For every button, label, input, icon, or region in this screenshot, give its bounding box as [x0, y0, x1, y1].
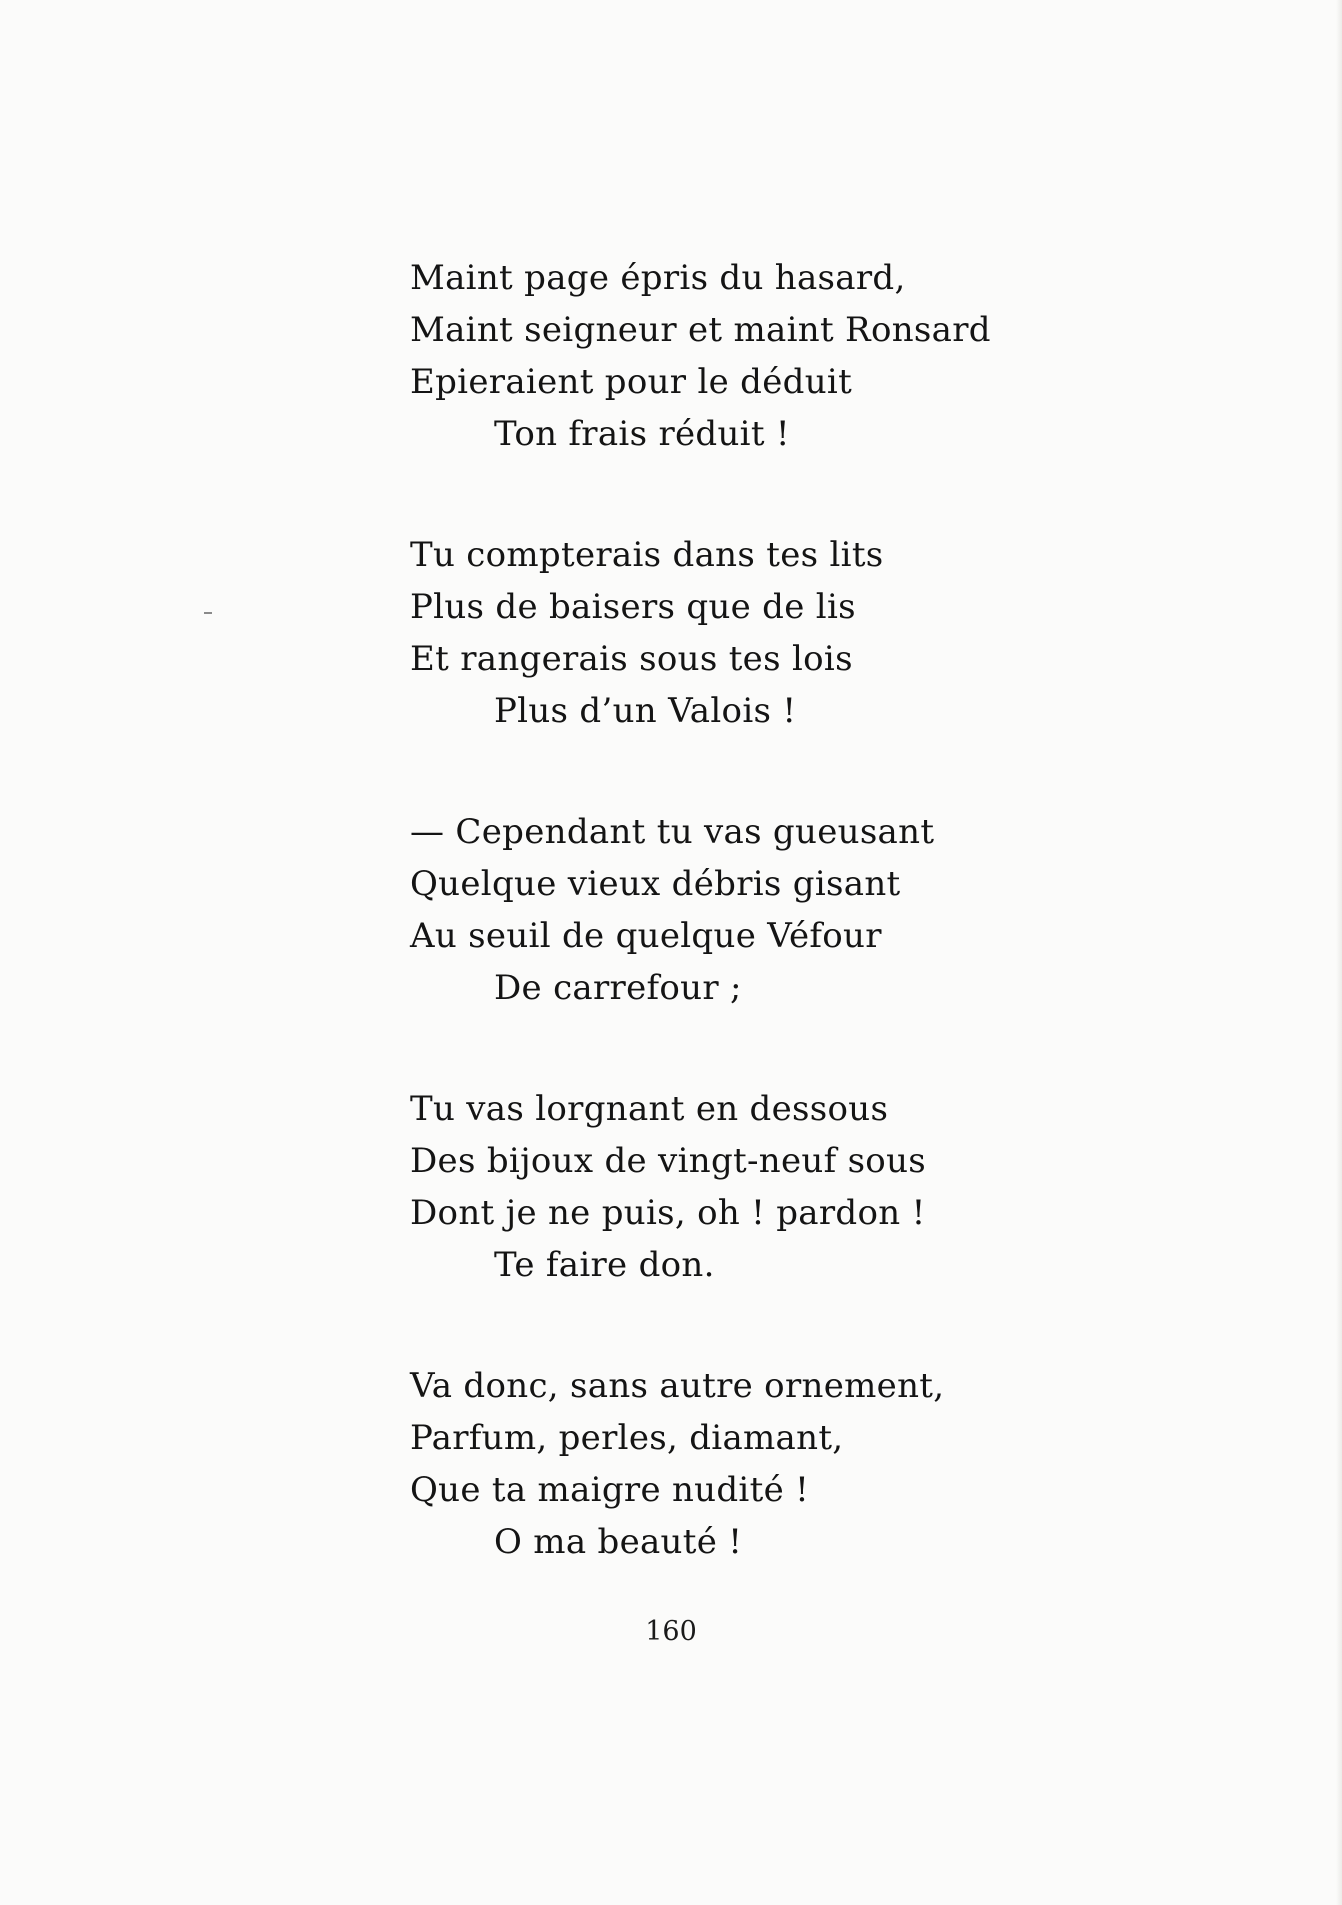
verse-line: Maint page épris du hasard,: [410, 258, 906, 298]
verse-line-indented: Plus d’un Valois !: [494, 691, 797, 731]
verse-line: Tu vas lorgnant en dessous: [410, 1089, 889, 1129]
verse-line: Maint seigneur et maint Ronsard: [410, 310, 991, 350]
stanza-1: [410, 252, 1110, 460]
stanza-4: [410, 1083, 1110, 1291]
verse-line: Plus de baisers que de lis: [410, 587, 856, 627]
stanza-2: [410, 529, 1110, 737]
margin-mark: [204, 612, 212, 614]
verse-line: Au seuil de quelque Véfour: [410, 916, 882, 956]
stanza-5: [410, 1360, 1110, 1568]
page-number: 160: [645, 1616, 697, 1647]
verse-line: Epieraient pour le déduit: [410, 362, 853, 402]
verse-line: Va donc, sans autre ornement,: [410, 1366, 945, 1406]
verse-line-indented: Te faire don.: [494, 1245, 715, 1285]
page-edge-shadow: [1336, 0, 1342, 1905]
verse-line: — Cependant tu vas gueusant: [410, 812, 935, 852]
verse-line: Dont je ne puis, oh ! pardon !: [410, 1193, 926, 1233]
stanza-3: [410, 806, 1110, 1014]
verse-line: Parfum, perles, diamant,: [410, 1418, 844, 1458]
verse-line: Et rangerais sous tes lois: [410, 639, 853, 679]
verse-line-indented: Ton frais réduit !: [494, 414, 790, 454]
verse-line: Que ta maigre nudité !: [410, 1470, 810, 1510]
verse-line: Tu compterais dans tes lits: [410, 535, 884, 575]
poem: [410, 252, 1110, 1637]
verse-line-indented: De carrefour ;: [494, 968, 742, 1008]
verse-line: Des bijoux de vingt-neuf sous: [410, 1141, 927, 1181]
verse-line-indented: O ma beauté !: [494, 1522, 743, 1562]
verse-line: Quelque vieux débris gisant: [410, 864, 901, 904]
